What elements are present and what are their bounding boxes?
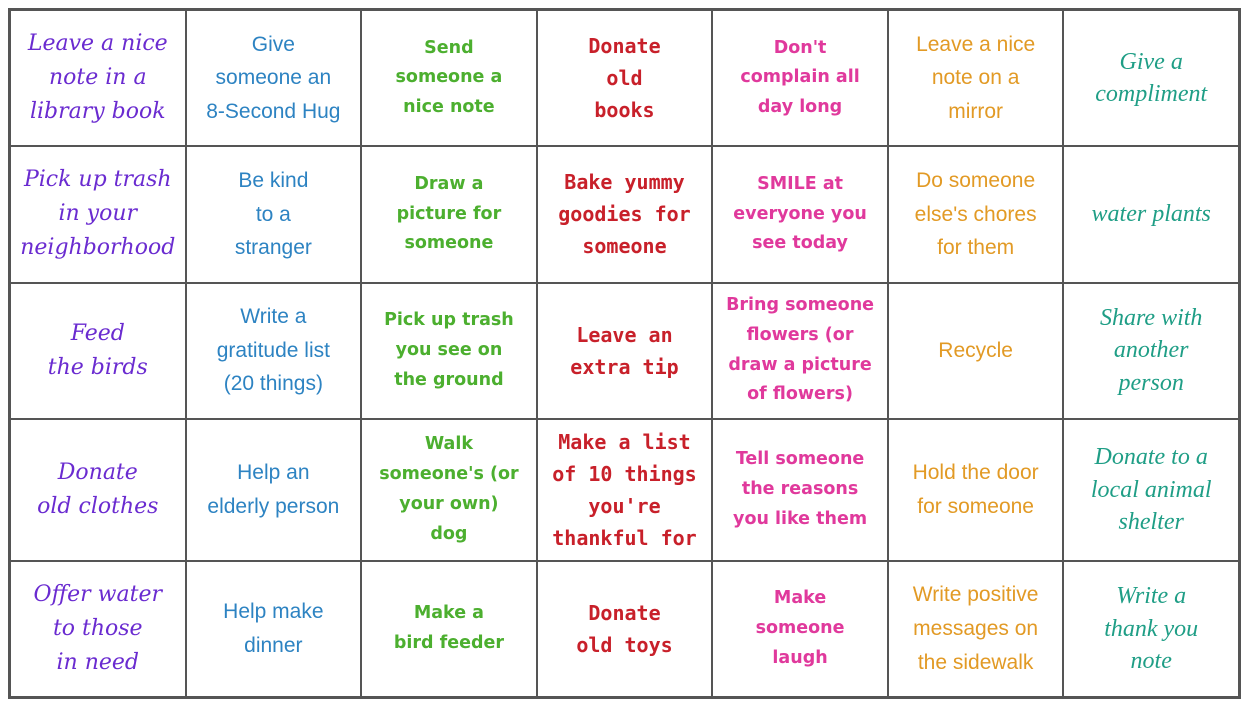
cell-text: Send someone a nice note	[395, 37, 503, 117]
kindness-bingo-board	[8, 8, 1241, 699]
cell-text: Pick up trash you see on the ground	[384, 310, 514, 390]
cell-text: Leave a nice note on a mirror	[916, 32, 1036, 123]
bingo-cell-r1-c6[interactable]	[888, 10, 1064, 146]
cell-text: Give a compliment	[1095, 48, 1208, 108]
cell-text: Don't complain all day long	[740, 37, 860, 117]
bingo-cell-r4-c7[interactable]	[1063, 419, 1239, 561]
cell-text: Donate old toys	[576, 600, 673, 657]
cell-text: Bring someone flowers (or draw a picture of flowers)	[726, 295, 875, 405]
bingo-cell-r3-c5[interactable]	[712, 283, 888, 419]
cell-text: Bake yummy goodies for someone	[558, 170, 691, 259]
bingo-cell-r1-c2[interactable]	[186, 10, 362, 146]
bingo-cell-r2-c3[interactable]	[361, 146, 537, 282]
bingo-cell-r5-c7[interactable]	[1063, 561, 1239, 697]
cell-text: Write a thank you note	[1104, 583, 1199, 675]
bingo-cell-r1-c5[interactable]	[712, 10, 888, 146]
bingo-cell-r2-c6[interactable]	[888, 146, 1064, 282]
bingo-cell-r3-c4[interactable]	[537, 283, 713, 419]
bingo-cell-r1-c3[interactable]	[361, 10, 537, 146]
bingo-cell-r3-c3[interactable]	[361, 283, 537, 419]
cell-text: Feed the birds	[47, 320, 148, 380]
cell-text: Pick up trash in your neighborhood	[20, 167, 176, 261]
bingo-cell-r2-c4[interactable]	[537, 146, 713, 282]
cell-text: Help make dinner	[223, 600, 324, 657]
cell-text: Share with another person	[1099, 305, 1203, 396]
bingo-cell-r2-c1[interactable]	[10, 146, 186, 282]
bingo-cell-r5-c4[interactable]	[537, 561, 713, 697]
bingo-cell-r3-c6[interactable]	[888, 283, 1064, 419]
cell-text: Write a gratitude list (20 things)	[216, 305, 330, 396]
bingo-cell-r4-c6[interactable]	[888, 419, 1064, 561]
bingo-cell-r4-c3[interactable]	[361, 419, 537, 561]
cell-text: Leave a nice note in a library book	[27, 30, 168, 125]
cell-text: Leave an extra tip	[570, 322, 679, 379]
bingo-cell-r5-c3[interactable]	[361, 561, 537, 697]
cell-text: Hold the door for someone	[912, 461, 1039, 518]
bingo-cell-r1-c4[interactable]	[537, 10, 713, 146]
bingo-cell-r1-c7[interactable]	[1063, 10, 1239, 146]
bingo-cell-r4-c4[interactable]	[537, 419, 713, 561]
cell-text: SMILE at everyone you see today	[733, 173, 867, 254]
cell-text: Offer water to those in need	[33, 581, 163, 675]
cell-text: Help an elderly person	[207, 461, 340, 518]
cell-text: Recycle	[938, 338, 1013, 362]
cell-text: Make a bird feeder	[393, 603, 504, 653]
bingo-cell-r3-c7[interactable]	[1063, 283, 1239, 419]
bingo-cell-r2-c2[interactable]	[186, 146, 362, 282]
cell-text: water plants	[1091, 201, 1211, 228]
cell-text: Write positive messages on the sidewalk	[912, 583, 1039, 674]
cell-text: Make someone laugh	[755, 588, 845, 668]
bingo-cell-r4-c1[interactable]	[10, 419, 186, 561]
bingo-cell-r3-c1[interactable]	[10, 283, 186, 419]
bingo-cell-r3-c2[interactable]	[186, 283, 362, 419]
cell-text: Donate to a local animal shelter	[1090, 444, 1212, 535]
bingo-cell-r2-c7[interactable]	[1063, 146, 1239, 282]
bingo-cell-r5-c2[interactable]	[186, 561, 362, 697]
cell-text: Donate old clothes	[37, 459, 159, 519]
cell-text: Do someone else's chores for them	[914, 168, 1037, 260]
bingo-cell-r2-c5[interactable]	[712, 146, 888, 282]
cell-text: Draw a picture for someone	[396, 173, 502, 254]
bingo-cell-r4-c2[interactable]	[186, 419, 362, 561]
bingo-cell-r4-c5[interactable]	[712, 419, 888, 561]
cell-text: Make a list of 10 things you're thankful for	[552, 429, 697, 550]
bingo-cell-r5-c1[interactable]	[10, 561, 186, 697]
cell-text: Be kind to a stranger	[234, 168, 312, 260]
bingo-cell-r5-c5[interactable]	[712, 561, 888, 697]
bingo-cell-r5-c6[interactable]	[888, 561, 1064, 697]
cell-text: Walk someone's (or your own) dog	[379, 434, 519, 544]
bingo-cell-r1-c1[interactable]	[10, 10, 186, 146]
cell-text: Give someone an 8-Second Hug	[206, 32, 341, 123]
cell-text: Donate old books	[588, 34, 661, 123]
cell-text: Tell someone the reasons you like them	[733, 449, 868, 529]
